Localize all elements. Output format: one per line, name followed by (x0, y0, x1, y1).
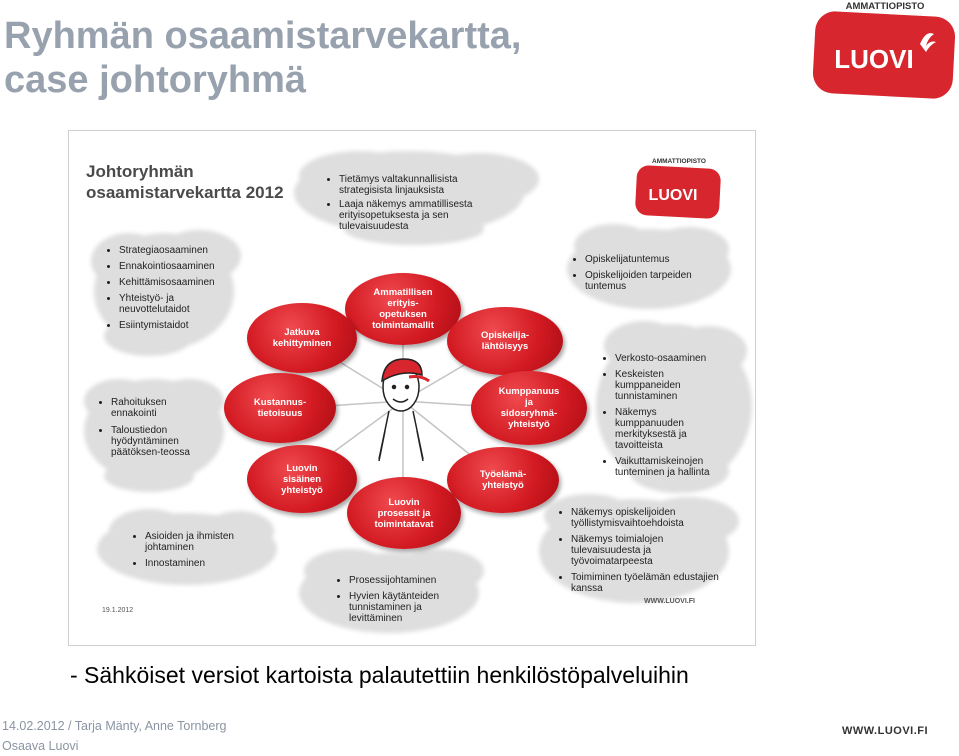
bubble-item: • Rahoituksen ennakointi (111, 397, 211, 419)
logo-main-text: LUOVI (834, 44, 914, 74)
footer-project: Osaava Luovi (2, 739, 79, 753)
bubble-right-mid (601, 353, 745, 478)
bubble-item: • Kehittämisosaaminen (119, 277, 249, 288)
bubble-item: • Verkosto-osaaminen (615, 353, 745, 364)
footer-date-authors: 14.02.2012 / Tarja Mänty, Anne Tornberg (2, 719, 227, 733)
luovi-logo (812, 0, 958, 100)
bubble-item: • Innostaminen (145, 558, 275, 569)
slide-caption: - Sähköiset versiot kartoista palautettiin henkilöstöpalveluihin (70, 662, 689, 688)
figure-date: 19.1.2012 (102, 607, 134, 614)
bubble-item: • Keskeisten kumppaneiden tunnistaminen (615, 369, 705, 402)
node-kustannustietoisuus: Kustannus- tietoisuus (224, 373, 336, 443)
node-kumppanuus: Kumppanuus ja sidosryhmä- yhteistyö (471, 371, 587, 445)
bubble-item: • Asioiden ja ihmisten johtaminen (145, 531, 275, 553)
bubble-top (325, 174, 509, 232)
competence-map-figure (68, 130, 756, 646)
bubble-left-mid (97, 397, 211, 458)
bubble-right-bottom (557, 507, 731, 594)
bubble-item: • Näkemys toimialojen tulevaisuudesta ja työvoimatarpeesta (571, 534, 731, 567)
logo-top-text: AMMATTIOPISTO (845, 1, 925, 12)
bubble-item: • Esiintymistaidot (119, 320, 249, 331)
node-prosessit: Luovin prosessit ja toimintatavat (347, 477, 461, 549)
bubble-item: • Ennakointiosaaminen (119, 261, 249, 272)
slide-title-line2: case johtoryhmä (4, 59, 306, 101)
bubble-item: • Opiskelijoiden tarpeiden tuntemus (585, 270, 715, 292)
bubble-right-top (571, 254, 715, 292)
bubble-item: • Vaikuttamiskeinojen tunteminen ja hallinta (615, 456, 745, 478)
footer-info (2, 716, 226, 756)
footer-web-address (842, 725, 928, 737)
node-sisainen-yhteistyo: Luovin sisäinen yhteistyö (247, 445, 357, 513)
bubble-item: • Yhteistyö- ja neuvottelutaidot (119, 293, 199, 315)
slide-title-line1: Ryhmän osaamistarvekartta, (4, 15, 522, 57)
node-jatkuva-kehittyminen: Jatkuva kehittyminen (247, 303, 357, 373)
bubble-item: • Prosessijohtaminen (349, 575, 469, 586)
figure-logo-main-text: LUOVI (648, 187, 698, 204)
bubble-item: • Laaja näkemys ammatillisesta erityisopetuksesta ja sen tulevaisuudesta (339, 199, 509, 232)
cartoon-person-icon (379, 359, 429, 461)
footer-web-text: WWW.LUOVI.FI (842, 725, 929, 737)
bubble-left-top (105, 245, 249, 331)
bubble-item: • Näkemys opiskelijoiden työllistymisvaihtoehdoista (571, 507, 731, 529)
figure-title-line2: osaamistarvekartta 2012 (86, 183, 284, 202)
figure-logo-top-text: AMMATTIOPISTO (652, 158, 706, 165)
bubble-item: • Taloustiedon hyödyntäminen päätöksen-teossa (111, 425, 211, 458)
bubble-item: • Hyvien käytänteiden tunnistaminen ja levittäminen (349, 591, 469, 624)
bubble-item: • Strategiaosaaminen (119, 245, 249, 256)
bubble-item: • Näkemys kumppanuuden merkityksestä ja tavoitteista (615, 407, 710, 451)
node-opiskelijalahtoisyys: Opiskelija- lähtöisyys (447, 307, 563, 375)
slide-title (4, 14, 521, 102)
node-erityisopetus: Ammatillisen erityis- opetuksen toimintamallit (345, 273, 461, 345)
bubble-item: • Toimiminen työelämän edustajien kanssa (571, 572, 731, 594)
figure-title-line1: Johtoryhmän (86, 162, 194, 181)
bubble-bottom (335, 575, 469, 624)
figure-luovi-logo (633, 156, 725, 220)
node-tyoelamayhteistyo: Työelämä- yhteistyö (447, 447, 559, 513)
bubble-left-bottom (131, 531, 275, 569)
figure-web-address: WWW.LUOVI.FI (644, 598, 695, 605)
bubble-item: • Tietämys valtakunnallisista strategisista linjauksista (339, 174, 509, 196)
bubble-item: • Opiskelijatuntemus (585, 254, 715, 265)
figure-title (86, 161, 284, 203)
